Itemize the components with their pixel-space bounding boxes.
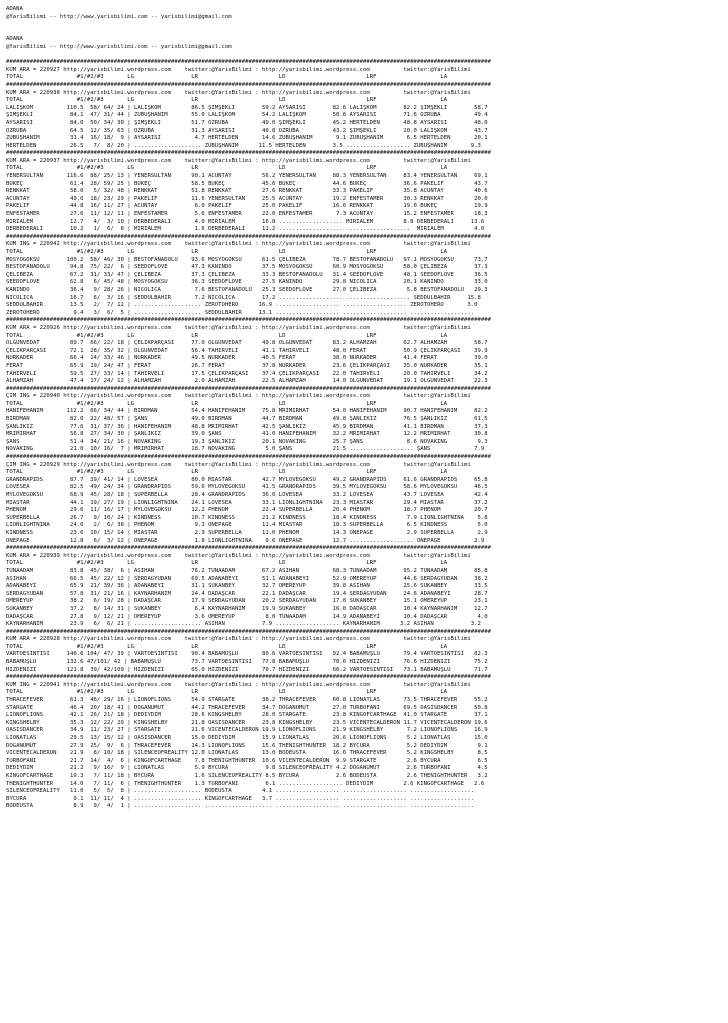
horse-row: NURKADER 66.4 14/ 33/ 46 | NURKADER 49.5 NURKADER 40.5 FERAT 38.0 NURKADER 41.4 FERAT 39.0 xyxy=(6,355,488,362)
horse-row: DERBEDERALİ 10.2 1/ 6/ 8 | MİRİALEM 1.6 DERBEDERALİ 11.2 ................... ................... MİRİALEM 4.0 xyxy=(6,226,485,233)
horse-row: MÖSYÖGÖKSU 100.2 58/ 46/ 30 | BESTOFANADOLU 93.6 MÖSYÖGÖKSU 61.5 ÇELİBEZA 78.7 BESTOFANADOLU 97.1 MÖSYÖGÖKSU 73.7 xyxy=(6,256,488,263)
horse-row: PHENOM 29.6 11/ 16/ 17 | MYLOVEGÖKSU 12.2 PHENOM 22.4 SÜPERBELLA 20.4 PHENOM 18.7 PHENOM 20.7 xyxy=(6,507,488,514)
horse-row: DOĞANUMUT 27.9 25/ 9/ 6 | THRACEFEVER 14.3 LIONOFLIONS 15.6 THENIGHTHUNTER 18.2 BYCURA 5.2 DEDİYDİM 9.1 xyxy=(6,742,488,749)
horse-row: BÜKEÇ 61.4 28/ 59/ 25 | BÜKEÇ 58.5 BÜKEÇ 45.6 BÜKEÇ 44.6 BÜKEÇ 36.6 PAKELİF 43.7 xyxy=(6,180,488,187)
race-header-line: ÇİM ING = 220940 http://yarisbilimi.wordpress.com twitter:@YarisBilimi : http://yarisbilimi.wordpress.com twitter:@YarisBilimi xyxy=(6,393,471,400)
horse-row: ÖZRÜBA 64.5 12/ 35/ 63 | ÖZRÜBA 31.3 AYSARISI 40.8 ÖZRÜBA 43.2 ŞIMŞEKLİ 20.0 LALIŞKOM 43.7 xyxy=(6,127,488,134)
horse-row: BESTOFANADOLU 94.8 75/ 22/ 6 | SEEDOFLOVE 47.3 KANINDO 37.5 MÖSYÖGÖKSU 60.9 MÖSYÖGÖKSU 58.0 ÇELİBEZA 37.3 xyxy=(6,264,488,271)
separator-line: ################################################################################################################################################ xyxy=(6,545,491,552)
blank-line xyxy=(6,52,722,60)
horse-row: SÜPERBELLA 26.7 9/ 10/ 24 | KINDNESS 10.7 KINDNESS 21.2 KINDNESS 18.4 KINDNESS 7.9 LIONLIGHTNINA 5.8 xyxy=(6,514,488,521)
horse-row: SEEDOFLOVE 62.8 6/ 45/ 48 | MÖSYÖGÖKSU 36.3 SEEDOFLOVE 27.5 KANINDO 29.8 NICOLICA 20.1 KANINDO 33.0 xyxy=(6,279,488,286)
separator-line: ################################################################################################################################################ xyxy=(6,233,491,240)
horse-row: MYLOVEGÖKSU 68.9 45/ 28/ 18 | SÜPERBELLA 28.4 GRANDRAPIDS 36.0 LOVESEA 33.2 LOVESEA 43.7 LOVESEA 42.4 xyxy=(6,492,488,498)
horse-row: THENIGHTHUNTER 14.0 7/ 11/ 6 | THENIGHTHUNTER 1.3 TURBOFANI 6.1 ................... DEDİYDİM 2.6 KINGOFCARTHAGE 2.6 xyxy=(6,780,485,787)
horse-row: YENERSULTAN 116.6 88/ 25/ 13 | YENERSULTAN 90.1 ACUNTAY 56.2 YENERSULTAN 88.3 YENERSULTAN 83.4 YENERSULTAN 69.1 xyxy=(6,173,488,180)
horse-row: RENKKAT 58.0 5/ 32/ 48 | RENKKAT 51.8 RENKKAT 27.6 RENKKAT 33.3 PAKELİF 35.8 ACUNTAY 40.6 xyxy=(6,188,488,195)
horse-row: MİASTAR 44.1 19/ 27/ 19 | LIONLIGHTNINA 24.1 LOVESEA 33.1 LIONLIGHTNINA 23.3 MİASTAR 29.4 MİASTAR 37.2 xyxy=(6,499,488,506)
race-header-line: ÇİM ING = 220929 http://yarisbilimi.wordpress.com twitter:@YarisBilimi : http://yarisbilimi.wordpress.com twitter:@YarisBilimi xyxy=(6,461,471,468)
horse-row: DEDİYDİM 21.2 9/ 16/ 9 | LIONATLAS 5.9 BYCURA 9.8 SILENCEOFREALITY 4.2 DOĞANUMUT 2.6 TURBOFANI 4.5 xyxy=(6,765,488,772)
separator-line: ################################################################################################################################################ xyxy=(6,81,491,88)
horse-row: NICOLICA 16.7 6/ 3/ 16 | SEDDÜLBAHİR 7.2 NICOLICA 17.2 ................... ................... SEDDÜLBAHİR 15.8 xyxy=(6,294,481,301)
horse-row: LIONOFLIONS 42.1 26/ 21/ 18 | DEDİYDİM 28.6 KINGSHELBY 28.0 STARGATE 23.8 KINGOFCARTHAGE 41.0 STARGATE 37.1 xyxy=(6,712,488,719)
horse-row: KINDNESS 23.6 10/ 15/ 14 | MİASTAR 2.9 SÜPERBELLA 11.0 PHENOM 14.3 ONEPAGE 2.9 SÜPERBELLA 2.9 xyxy=(6,529,488,536)
race-header-line: KUM ING = 220942 http://yarisbilimi.wordpress.com twitter:@YarisBilimi : http://yarisbilimi.wordpress.com twitter:@YarisBilimi xyxy=(6,241,471,248)
horse-row: BYCURA 9.1 11/ 11/ 4 | .................... KINGOFCARTHAGE 3.7 ................... ................... ................... xyxy=(6,795,475,802)
horse-row: TAHİRVELİ 59.5 27/ 33/ 14 | TAHİRVELİ 17.5 ÇELİKPARÇASI 37.4 ÇELİKPARÇASI 22.0 TAHİRVELİ 20.0 TAHİRVELİ 34.2 xyxy=(6,370,488,377)
horse-row: ONEPAGE 12.8 6/ 3/ 12 | ONEPAGE 1.8 LIONLIGHTNINA 9.6 ONEPAGE 12.7 ................... ONEPAGE 2.9 xyxy=(6,537,485,544)
horse-row: KAYNARHANIM 23.9 6/ 6/ 21 | .................... ASİHAN 7.9 ................... KAYNARHANIM 3.2 ASİHAN 3.2 xyxy=(6,621,481,628)
column-header-line: TOTAL #1/#2/#3 LG LR LD LRF LA xyxy=(6,165,448,172)
blank-line xyxy=(6,21,722,29)
horse-row: DADAŞCAR 27.8 9/ 12/ 21 | ÖMEREYÜP 3.6 ÖMEREYÜP 8.0 TUNAADAM 14.9 ADANABEYİ 10.4 DADAŞCAR 4.0 xyxy=(6,613,488,620)
column-header-line: TOTAL #1/#2/#3 LG LR LD LRF LA xyxy=(6,400,448,407)
horse-row: AYSARISI 84.0 50/ 34/ 30 | ŞIMŞEKLİ 51.7 ÖZRÜBA 49.0 ŞIMŞEKLİ 45.2 HERTELDEN 48.8 AYSARISI 48.0 xyxy=(6,119,488,126)
column-header-line: TOTAL #1/#2/#3 LG LR LD LRF LA xyxy=(6,74,448,81)
race-header-line: KUM ING = 220941 http://yarisbilimi.wordpress.com twitter:@YarisBilimi : http://yarisbilimi.wordpress.com twitter:@YarisBilimi xyxy=(6,681,471,688)
horse-row: ÇELİKPARÇASI 72.1 28/ 35/ 32 | OLGUNVEDAT 56.4 TAHİRVELİ 41.1 TAHİRVELİ 48.0 FERAT 50.9 ÇELİKPARÇASI 39.9 xyxy=(6,347,488,354)
horse-row: OASISDANCER 34.9 11/ 23/ 27 | STARGATE 21.6 VICENTECALDERON 19.9 LIONOFLIONS 21.9 KINGSHELBY 7.2 LIONOFLIONS 16.9 xyxy=(6,727,488,734)
horse-row: OLGUNVEDAT 89.7 66/ 22/ 18 | ÇELİKPARÇASI 77.0 OLGUNVEDAT 49.8 OLGUNVEDAT 83.2 ALHAMZAH 62.7 ALHAMZAH 58.7 xyxy=(6,340,488,347)
horse-row: LIONATLAS 29.5 13/ 15/ 12 | OASISDANCER 15.0 DEDİYDİM 15.9 LIONATLAS 20.6 LIONOFLIONS 5.2 LIONATLAS 15.0 xyxy=(6,735,488,741)
horse-row: ZEROTOHERO 9.4 3/ 6/ 5 | .................... SEDDÜLBAHİR 13.1 ................... ................... ................... xyxy=(6,309,475,316)
horse-row: ÇELİBEZA 67.2 31/ 33/ 47 | ÇELİBEZA 37.3 ÇELİBEZA 33.3 BESTOFANADOLU 31.4 SEEDOFLOVE 48.1 SEEDOFLOVE 36.5 xyxy=(6,271,488,278)
horse-row: TUNAADAM 83.8 45/ 38/ 6 | ASİHAN 76.2 TUNAADAM 67.2 ASİHAN 68.3 TUNAADAM 95.2 TUNAADAM 85.8 xyxy=(6,567,488,574)
city-title: ADANA xyxy=(6,6,23,12)
horse-row: STARGATE 46.4 20/ 18/ 41 | DOĞANUMUT 44.2 THRACEFEVER 34.7 DOĞANUMUT 27.0 TURBOFANI 69.5 OASISDANCER 50.8 xyxy=(6,704,488,711)
horse-row: ADANABEYİ 65.9 21/ 39/ 36 | ADANABEYİ 31.1 SÜKANBEY 32.7 ÖMEREYÜP 39.8 ASİHAN 25.6 SÜKANBEY 33.5 xyxy=(6,583,488,590)
horse-row: THRACEFEVER 61.3 46/ 29/ 16 | LIONOFLIONS 54.9 STARGATE 38.2 THRACEFEVER 60.8 LIONATLAS 73.5 THRACEFEVER 55.2 xyxy=(6,697,488,704)
separator-line: ################################################################################################################################################ xyxy=(6,59,491,66)
horse-row: FERAT 65.9 19/ 24/ 47 | FERAT 26.7 FERAT 37.8 NURKADER 23.6 ÇELİKPARÇASI 35.0 NURKADER 35.1 xyxy=(6,362,488,369)
horse-row: LOVESEA 82.5 49/ 24/ 34 | GRANDRAPIDS 59.6 MYLOVEGÖKSU 41.5 GRANDRAPIDS 39.5 MYLOVEGÖKSU 58.6 MYLOVEGÖKSU 46.5 xyxy=(6,484,488,491)
horse-row: ŞIMŞEKLİ 84.1 47/ 31/ 44 | ZÜBÜŞHANIM 55.0 LALIŞKOM 54.2 LALIŞKOM 50.6 AYSARISI 71.6 ÖZRÜBA 49.4 xyxy=(6,112,488,119)
horse-row: VICENTECALDERON 21.9 8/ 10/ 18 | SILENCEOFREALITY 12.0 LIONATLAS 13.0 BODEUSTA 16.6 THRACEFEVER 5.2 KINGSHELBY 8.5 xyxy=(6,750,488,757)
horse-row: ŞANLIKIZ 77.6 31/ 37/ 36 | HANİFEHANIM 48.8 MRIMIRHAT 42.5 ŞANLIKIZ 45.9 BIRDMAN 41.1 BIRDMAN 37.3 xyxy=(6,423,488,430)
horse-row: SERDAĞYUDAN 57.8 31/ 21/ 16 | KAYNARHANIM 24.4 DADAŞCAR 22.1 DADAŞCAR 19.4 SERDAĞYUDAN 24.6 ADANABEYİ 28.7 xyxy=(6,590,488,597)
column-header-line: TOTAL #1/#2/#3 LG LR LD LRF LA xyxy=(6,469,448,476)
column-header-line: TOTAL #1/#2/#3 LG LR LD LRF LA xyxy=(6,643,448,650)
horse-row: BABAMUŞLU 132.6 47/101/ 42 | BABAMUŞLU 73.7 VARTOESİNTİSİ 77.8 BABAMUŞLU 70.6 HIZDENİZİ 76.6 HIZDENİZİ 75.2 xyxy=(6,659,488,666)
horse-row: KANINDO 36.4 9/ 28/ 26 | NICOLICA 7.6 BESTOFANADOLU 25.3 SEEDOFLOVE 27.0 ÇELİBEZA 5.8 BESTOFANADOLU 29.3 xyxy=(6,286,488,293)
horse-row: KINGOFCARTHAGE 19.3 7/ 11/ 18 | BYCURA 1.6 SILENCEOFREALITY 8.5 BYCURA 2.6 BODEUSTA 2.6 THENIGHTHUNTER 3.2 xyxy=(6,772,488,779)
horse-row: MİRİALEM 12.7 4/ 3/ 10 | DERBEDERALİ 4.0 MİRİALEM 16.8 ................... MİRİALEM 8.8 DERBEDERALİ 13.6 xyxy=(6,218,485,225)
horse-row: HIZDENİZİ 121.8 39/ 42/109 | HIZDENİZİ 65.0 HIZDENİZİ 70.7 HIZDENİZİ 66.2 VARTOESİNTİSİ 73.1 BABAMUŞLU 71.7 xyxy=(6,666,488,673)
horse-row: ENFESTAMER 27.6 11/ 12/ 11 | ENFESTAMER 5.6 ENFESTAMER 22.0 ENFESTAMER 7.3 ACUNTAY 15.2 ENFESTAMER 18.3 xyxy=(6,211,488,218)
horse-row: ALHAMZAH 47.4 17/ 24/ 12 | ALHAMZAH 2.0 ALHAMZAH 22.5 ALHAMZAH 14.0 OLGUNVEDAT 19.1 OLGUNVEDAT 22.3 xyxy=(6,378,488,385)
horse-row: PAKELİF 44.8 16/ 11/ 27 | ACUNTAY 6.0 PAKELİF 25.0 PAKELİF 16.6 RENKKAT 19.0 BÜKEÇ 19.9 xyxy=(6,203,488,210)
separator-line: ################################################################################################################################################ xyxy=(6,674,491,681)
horse-row: LALIŞKOM 110.5 58/ 64/ 24 | LALIŞKOM 86.5 ŞIMŞEKLİ 59.2 AYSARISI 82.6 LALIŞKOM 82.2 ŞIMŞEKLİ 58.7 xyxy=(6,104,488,111)
blank-line xyxy=(6,29,722,37)
horse-row: ASİHAN 66.5 45/ 22/ 12 | SERDAĞYUDAN 69.5 ADANABEYİ 51.1 ADANABEYİ 52.9 ÖMEREYÜP 44.6 SERDAĞYUDAN 38.2 xyxy=(6,575,488,582)
horse-row: MRIMIRHAT 56.8 27/ 34/ 30 | ŞANLIKIZ 39.0 ŞANS 41.0 HANİFEHANIM 32.2 MRIMIRHAT 12.2 MRIMIRHAT 30.8 xyxy=(6,431,488,438)
race-header-line: KUM ARA = 220927 http://yarisbilimi.wordpress.com twitter:@YarisBilimi : http://yarisbilimi.wordpress.com twitter:@YarisBilimi xyxy=(6,66,471,73)
column-header-line: TOTAL #1/#2/#3 LG LR LD LRF LA xyxy=(6,249,448,255)
horse-row: ŞANS 51.4 34/ 21/ 16 | NOVAKING 19.3 ŞANLIKIZ 20.1 NOVAKING 25.7 ŞANS 8.6 NOVAKING 9.3 xyxy=(6,438,488,445)
horse-row: ZÜBÜŞHANIM 31.4 16/ 18/ 9 | AYSARISI 4.7 HERTELDEN 14.6 ZÜBÜŞHANIM 9.1 ZÜBÜŞHANIM 6.5 HERTELDEN 20.1 xyxy=(6,135,488,142)
separator-line: ################################################################################################################################################ xyxy=(6,150,491,157)
race-header-line: KUM ARA = 220937 http://yarisbilimi.wordpress.com twitter:@YarisBilimi : http://yarisbilimi.wordpress.com twitter:@YarisBilimi xyxy=(6,157,471,164)
horse-row: SÜKANBEY 37.2 8/ 14/ 31 | SÜKANBEY 6.4 KAYNARHANIM 19.9 SÜKANBEY 16.0 DADAŞCAR 10.4 KAYNARHANIM 12.7 xyxy=(6,605,488,612)
separator-line: ################################################################################################################################################ xyxy=(6,454,491,461)
column-header-line: TOTAL #1/#2/#3 LG LR LD LRF LA xyxy=(6,97,448,104)
race-header-line: KUM ARA = 220928 http://yarisbilimi.wordpress.com twitter:@YarisBilimi : http://yarisbilimi.wordpress.com twitter:@YarisBilimi xyxy=(6,636,471,643)
horse-row: HERTELDEN 26.5 7/ 8/ 20 | .................... ZÜBÜŞHANIM 11.5 HERTELDEN 3.5 ................... ZÜBÜŞHANIM 9.3 xyxy=(6,142,481,149)
separator-line: ################################################################################################################################################ xyxy=(6,385,491,392)
horse-row: TURBOFANI 21.7 14/ 4/ 6 | KINGOFCARTHAGE 7.8 THENIGHTHUNTER 10.6 VICENTECALDERON 9.9 STARGATE 2.6 BYCURA 6.5 xyxy=(6,757,488,764)
horse-row: LIONLIGHTNINA 24.0 2/ 6/ 38 | PHENOM 9.3 ONEPAGE 11.4 MİASTAR 18.3 SÜPERBELLA 6.5 KINDNESS 5.0 xyxy=(6,522,488,529)
horse-row: SEDDÜLBAHİR 13.5 2/ 7/ 12 | .................... ZEROTOHERO 16.9 ................... ................... ZEROTOHERO 3.0 xyxy=(6,302,478,309)
horse-row: HANİFEHANIM 112.2 66/ 34/ 44 | BIRDMAN 54.4 HANİFEHANIM 75.8 MRIMIRHAT 54.0 HANİFEHANIM 90.7 HANİFEHANIM 82.2 xyxy=(6,408,488,415)
horse-row: NOVAKING 21.0 10/ 16/ 7 | MRIMIRHAT 18.7 NOVAKING 5.0 ŞANS 21.5 ................... ŞANS 7.9 xyxy=(6,446,485,453)
horse-row: BIRDMAN 82.0 22/ 48/ 57 | ŞANS 49.0 BIRDMAN 44.7 BIRDMAN 49.8 ŞANLIKIZ 76.5 ŞANLIKIZ 61.5 xyxy=(6,416,488,423)
horse-row: VARTOESİNTİSİ 146.6 104/ 47/ 39 | VARTOESİNTİSİ 90.4 BABAMUŞLU 80.6 VARTOESİNTİSİ 92.4 BABAMUŞLU 79.4 VARTOESİNTİSİ 82.3 xyxy=(6,651,488,658)
horse-row: ÖMEREYÜP 38.2 6/ 19/ 28 | DADAŞCAR 17.9 SERDAĞYUDAN 20.2 SERDAĞYUDAN 17.8 SÜKANBEY 15.1 ÖMEREYÜP 23.1 xyxy=(6,598,488,605)
city-title: ADANA xyxy=(6,36,23,43)
column-header-line: TOTAL #1/#2/#3 LG LR LD LRF LA xyxy=(6,560,448,567)
column-header-line: TOTAL #1/#2/#3 LG LR LD LRF LA xyxy=(6,332,448,339)
horse-row: BODEUSTA 8.9 9/ 4/ 1 | .................... .................... ................... ................... ................... xyxy=(6,803,475,810)
separator-line: ################################################################################################################################################ xyxy=(6,628,491,635)
contact-line: @YarisBilimi -- http://www.yarisbilimi.com -- yarisbilimi@gmail.com xyxy=(6,13,232,20)
race-header-line: KUM ARA = 220939 http://yarisbilimi.wordpress.com twitter:@YarisBilimi : http://yarisbilimi.wordpress.com twitter:@YarisBilimi xyxy=(6,552,471,559)
contact-line: @YarisBilimi -- http://www.yarisbilimi.com -- yarisbilimi@gmail.com xyxy=(6,43,232,50)
horse-row: SILENCEOFREALITY 11.0 5/ 5/ 8 | .................... BODEUSTA 4.1 ................... ................... ................... xyxy=(6,788,475,795)
horse-row: ACUNTAY 49.6 18/ 23/ 29 | PAKELİF 11.6 YENERSULTAN 25.5 ACUNTAY 19.2 ENFESTAMER 30.3 RENKKAT 20.0 xyxy=(6,195,488,202)
race-header-line: KUM ARA = 220926 http://yarisbilimi.wordpress.com twitter:@YarisBilimi : http://yarisbilimi.wordpress.com twitter:@YarisBilimi xyxy=(6,324,471,331)
horse-row: GRANDRAPIDS 87.7 39/ 41/ 14 | LOVESEA 80.0 MİASTAR 42.7 MYLOVEGÖKSU 49.2 GRANDRAPIDS 61.6 GRANDRAPIDS 65.8 xyxy=(6,476,488,483)
race-header-line: KUM ARA = 220938 http://yarisbilimi.wordpress.com twitter:@YarisBilimi : http://yarisbilimi.wordpress.com twitter:@YarisBilimi xyxy=(6,89,471,96)
horse-row: KINGSHELBY 35.3 12/ 22/ 29 | KINGSHELBY 21.8 OASISDANCER 23.8 KINGSHELBY 23.5 VICENTECALDERON 11.7 VICENTECALDERON 19.6 xyxy=(6,719,488,726)
separator-line: ################################################################################################################################################ xyxy=(6,317,491,324)
column-header-line: TOTAL #1/#2/#3 LG LR LD LRF LA xyxy=(6,689,448,696)
